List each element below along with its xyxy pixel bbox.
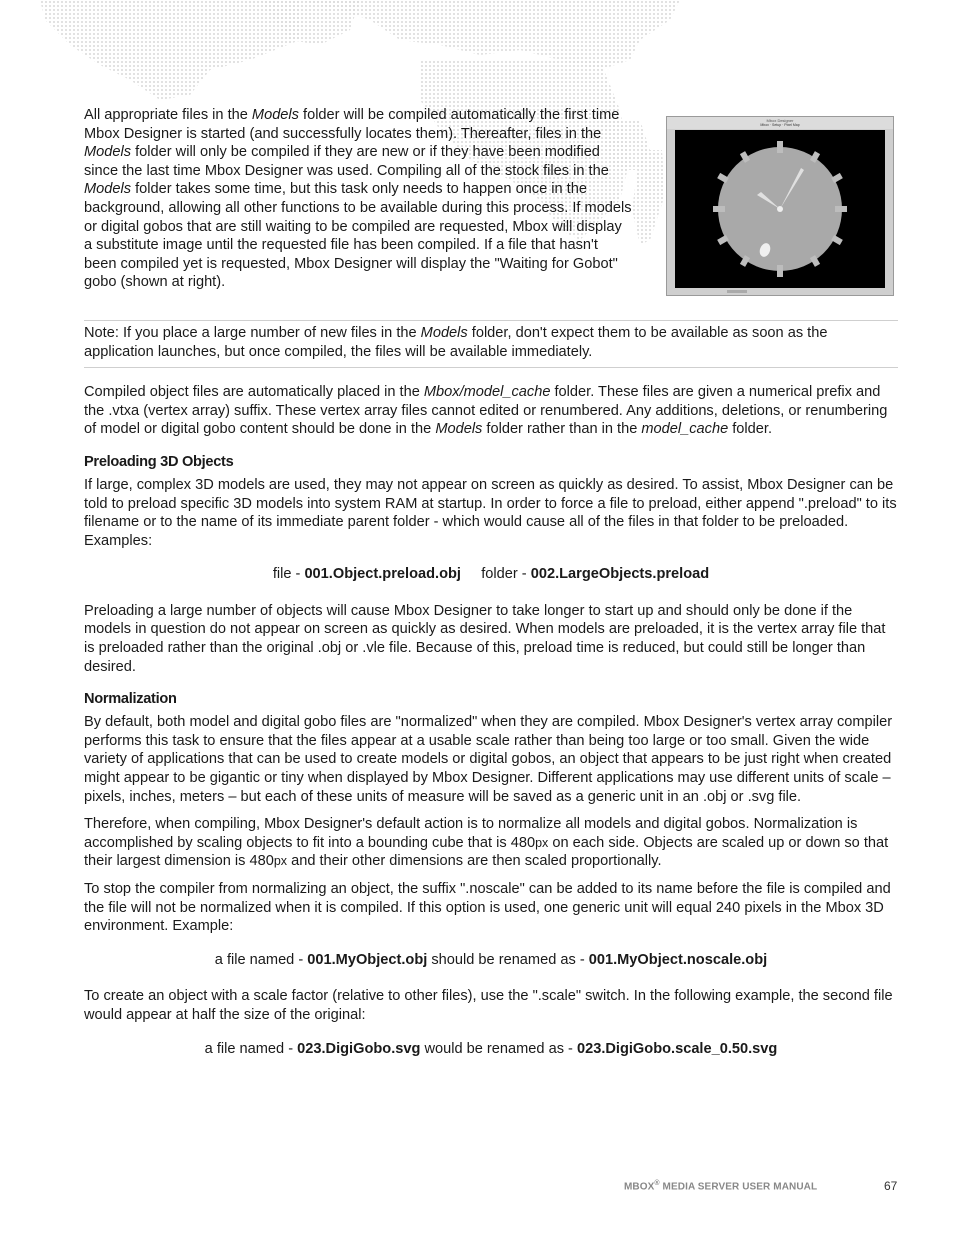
heading-normalization: Normalization bbox=[84, 691, 177, 708]
model-cache-ref: model_cache bbox=[641, 421, 729, 438]
normalization-paragraph-3: To stop the compiler from normalizing an object, the suffix ".noscale" can be added to its name before the file is compiled and the file will not be normalized when it is compiled. If this option is used, one generic unit will equal 240 pixels in the Mbox 3D environment. Example: bbox=[84, 881, 891, 935]
example-foldername: 002.LargeObjects.preload bbox=[530, 566, 710, 583]
example-new-filename: 001.MyObject.noscale.obj bbox=[588, 951, 768, 968]
text: folder, don't expect them to be available as soon as the application launches, but once compiled, the files will be available immediately. bbox=[84, 324, 828, 360]
scale-example bbox=[84, 1040, 898, 1059]
text: a file named - bbox=[214, 951, 308, 968]
compiled-paragraph bbox=[84, 383, 898, 439]
text: Compiled object files are automatically placed in the bbox=[84, 384, 424, 401]
models-folder-ref: Models bbox=[420, 324, 468, 341]
text: All appropriate files in the bbox=[84, 107, 252, 123]
model-cache-path: Mbox/model_cache bbox=[423, 384, 551, 401]
page-content bbox=[84, 106, 898, 1076]
window-title: Mbox Designer bbox=[766, 118, 794, 123]
note-text bbox=[84, 324, 898, 361]
normalization-paragraph-2 bbox=[84, 815, 898, 871]
models-folder-ref: Models bbox=[84, 144, 132, 161]
window-tabs: Mbox · Setup · Pixel Map bbox=[760, 123, 800, 127]
text: a file named - bbox=[204, 1040, 298, 1057]
text: If you place a large number of new files in the bbox=[118, 324, 421, 341]
text: folder will only be compiled if they are new or if they have been modified since the last time Mbox Designer was used. Compiling all of the stock files in the bbox=[84, 144, 609, 179]
text: MEDIA SERVER USER MANUAL bbox=[659, 1181, 818, 1193]
normalization-paragraph-1: By default, both model and digital gobo files are "normalized" when they are compiled. Mbox Designer's vertex array compiler performs this task to ensure that the files appear at a usable scale rather than being too large or too small. Given the wide variety of applications that can be used to create models or digital gobos, an object that appears to be just right when created might appear to be gigantic or tiny when displayed by Mbox Designer. Different applications may use different units of scale – pixels, inches, meters – but each of these units of measure will be saved as a generic unit in an .obj or .svg file. bbox=[84, 714, 893, 805]
footer-manual-title bbox=[624, 1180, 817, 1192]
text: should be renamed as - bbox=[427, 951, 589, 968]
preloading-paragraph-2: Preloading a large number of objects will cause Mbox Designer to take longer to start up and should only be done if the models in question do not appear on screen as quickly as desired. When models are preloaded, it is the vertex array file that is preloaded rather than the original .obj or .vle file. Because of this, preload time is reduced, but could still be longer than desired. bbox=[84, 602, 886, 675]
note-label: Note: bbox=[84, 324, 119, 341]
normalization-paragraph-4: To create an object with a scale factor (relative to other files), use the ".scale" switch. In the following example, the second file would appear at half the size of the original: bbox=[84, 988, 893, 1023]
text: file - bbox=[272, 566, 305, 583]
example-filename: 001.MyObject.obj bbox=[307, 951, 428, 968]
text: would be renamed as - bbox=[420, 1040, 577, 1057]
unit-px: px bbox=[273, 854, 288, 869]
preload-example bbox=[84, 565, 898, 584]
text: on each side. Objects are scaled up or down so that their largest dimension is 480 bbox=[84, 834, 889, 870]
heading-preloading: Preloading 3D Objects bbox=[84, 453, 234, 470]
example-new-filename: 023.DigiGobo.scale_0.50.svg bbox=[576, 1040, 778, 1057]
text: folder takes some time, but this task only needs to happen once in the background, allowing all other functions to be available during this process. If models or digital gobos that are still waiting to be compiled are requested, Mbox will display a substitute image until the requested file has been compiled. If a file that hasn't been compiled yet is requested, Mbox Designer will display the "Waiting for Gobot" gobo (shown at right). bbox=[84, 181, 632, 291]
noscale-example bbox=[84, 951, 898, 970]
intro-paragraph bbox=[84, 106, 632, 292]
text: folder. These files are given a numerical prefix and the .vtxa (vertex array) suffix. These vertex array files cannot edited or renumbered. Any additions, deletions, or renumbering of model or digital gobo content should be done in the bbox=[84, 384, 888, 438]
models-folder-ref: Models bbox=[435, 421, 483, 438]
unit-px: px bbox=[535, 835, 549, 850]
example-filename: 023.DigiGobo.svg bbox=[297, 1040, 421, 1057]
models-folder-ref: Models bbox=[84, 181, 132, 198]
note-box bbox=[84, 320, 898, 368]
preloading-paragraph-1: If large, complex 3D models are used, they may not appear on screen as quickly as desired. To assist, Mbox Designer can be told to preload specific 3D models into system RAM at startup. In order to force a file to preload, either append ".preload" to its filename or to the name of its immediate parent folder - which would cause all of the files in that folder to be preloaded. Examples: bbox=[84, 476, 897, 549]
example-filename: 001.Object.preload.obj bbox=[304, 566, 461, 583]
text: folder - bbox=[481, 566, 531, 583]
text: MBOX bbox=[624, 1181, 655, 1193]
text: Therefore, when compiling, Mbox Designer's default action is to normalize all models and digital gobos. Normalization is accomplished by scaling objects to fit into a bounding cube that is 480 bbox=[84, 816, 858, 851]
text: folder rather than in the bbox=[482, 421, 642, 438]
text: folder will be compiled automatically the first time Mbox Designer is started (and successfully locates them). Thereafter, files in the bbox=[84, 107, 620, 142]
text: folder. bbox=[728, 421, 772, 438]
models-folder-ref: Models bbox=[251, 107, 299, 123]
page-number: 67 bbox=[884, 1179, 898, 1193]
text: and their other dimensions are then scaled proportionally. bbox=[287, 853, 662, 870]
registered-mark: ® bbox=[654, 1180, 660, 1187]
